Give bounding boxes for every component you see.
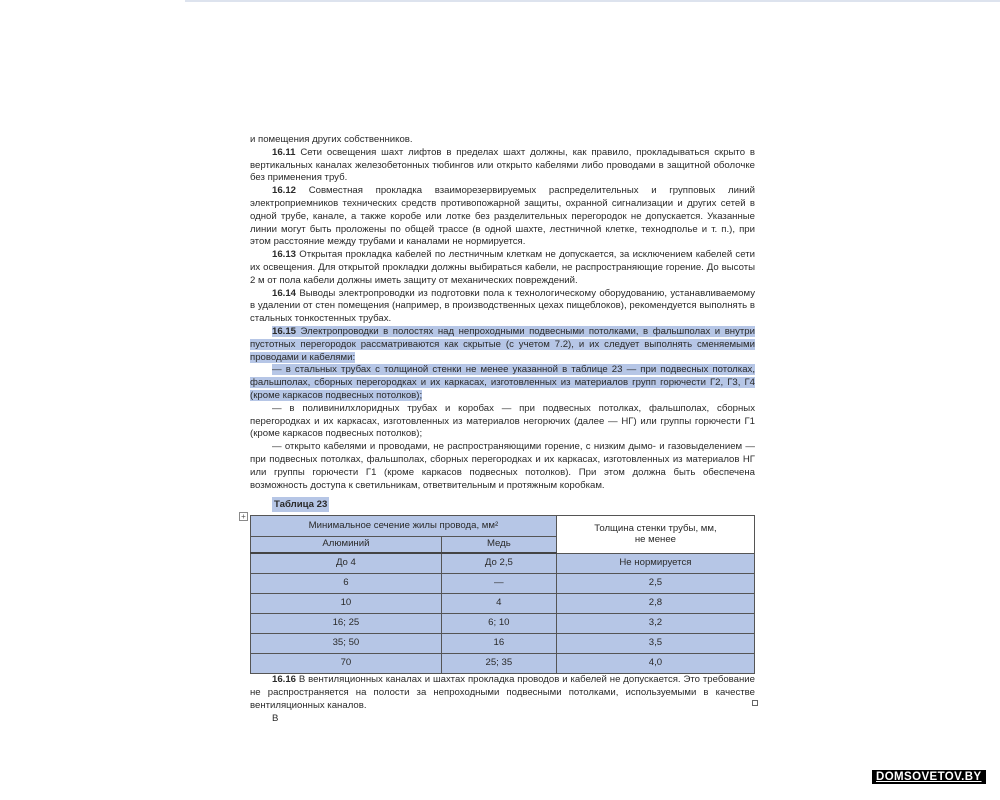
list-item-pvc-pipes: — в поливинилхлоридных трубах и коробах — при подвесных потолках, фальшполах, сборных перегородках и их каркасах, изготовленных из материалов негорючих (далее — НГ) или группы горючести Г1 (кроме каркасов подвесных потолков); (250, 402, 755, 440)
paragraph-text: В вентиляционных каналах и шахтах прокладка проводов и кабелей не допускается. Это требование не распространяется на полости за непроходными подвесными потолками, используемыми в качестве вентиляционных каналов. (250, 674, 755, 711)
table-23[interactable] (250, 515, 755, 674)
paragraph-16-13 (250, 249, 755, 287)
cell-thickness: 2,5 (556, 574, 754, 594)
top-border (185, 0, 1000, 2)
cell-aluminum: 16; 25 (251, 614, 442, 634)
cell-aluminum: До 4 (251, 553, 442, 574)
table-title (272, 499, 755, 512)
cell-thickness: 3,5 (556, 634, 754, 654)
header-min-section: Минимальное сечение жилы провода, мм² (251, 516, 557, 537)
paragraph-16-14 (250, 288, 755, 326)
cell-thickness: 4,0 (556, 654, 754, 674)
section-number: 16.11 (272, 146, 296, 158)
paragraph-cut-off: В (272, 712, 279, 721)
cell-thickness: 2,8 (556, 594, 754, 614)
document-page[interactable] (241, 134, 755, 721)
table-row (251, 594, 755, 614)
table-row (251, 634, 755, 654)
header-aluminum: Алюминий (251, 537, 442, 554)
table-resize-handle[interactable] (752, 700, 758, 706)
cell-copper: До 2,5 (441, 553, 556, 574)
header-wall-thickness: Толщина стенки трубы, мм, не менее (556, 516, 754, 554)
list-item-steel-pipes-selected[interactable] (250, 364, 755, 402)
table-title-text: Таблица 23 (274, 499, 328, 511)
cell-aluminum: 6 (251, 574, 442, 594)
paragraph-text-selected: Электропроводки в полостях над непроходными подвесными потолками, в фальшполах и внутри пустотных перегородок рассматриваются как скрытые (с учетом 7.2), и их следует выполнять сменяемыми проводами и кабелями: (250, 325, 755, 363)
paragraph-16-15-selected[interactable] (250, 326, 755, 364)
table-row (251, 553, 755, 574)
paragraph-text: Сети освещения шахт лифтов в пределах шахт должны, как правило, прокладываться скрыто в вертикальных каналах железобетонных тюбингов или открыто кабелями либо проводами в защитной оболочке без применения труб. (250, 146, 755, 184)
move-anchor-icon[interactable]: + (239, 512, 248, 521)
cell-copper: 4 (441, 594, 556, 614)
section-number: 16.13 (272, 249, 297, 261)
table-row (251, 654, 755, 674)
cell-aluminum: 10 (251, 594, 442, 614)
paragraph-text: Открытая прокладка кабелей по лестничным клеткам не допускается, за исключением кабелей сети их освещения. Для открытой прокладки должны выбираться кабели, не распространяющие горение. До высоты 2 м от пола кабели должны иметь защиту от механических повреждений. (250, 249, 755, 286)
cell-aluminum: 70 (251, 654, 442, 674)
cell-copper: — (441, 574, 556, 594)
paragraph-16-16 (250, 674, 755, 712)
paragraph-continuation: и помещения других собственников. (250, 134, 413, 145)
table-row (251, 574, 755, 594)
table-wrapper (241, 512, 755, 674)
section-number: 16.15 (272, 325, 297, 337)
cell-thickness: 3,2 (556, 614, 754, 634)
cell-thickness: Не нормируется (556, 553, 754, 574)
section-number: 16.12 (272, 185, 297, 197)
paragraph-16-11 (250, 147, 755, 185)
cell-aluminum: 35; 50 (251, 634, 442, 654)
header-copper: Медь (441, 537, 556, 554)
paragraph-text: Совместная прокладка взаиморезервируемых распределительных и групповых линий электроприемников технических средств противопожарной защиты, охранной сигнализации и других сетей в одной трубе, канале, а также коробе или лотке без разделительных перегородок не допускается. Указанные линии могут быть проложены по общей трассе (в одной шахте, лестничной клетке, технодполье и т. п.), при этом расстояние между трубами и каналами не нормируется. (250, 185, 755, 248)
list-item-open-cables: — открыто кабелями и проводами, не распространяющими горение, с низким дымо- и газовыделением — при подвесных потолках, фальшполах, сборных перегородках и их каркасах, изготовленных из материалов НГ или группы горючести Г1 (кроме каркасов подвесных потолков). При этом должна быть обеспечена возможность доступа к светильникам, ответвительным и протяжным коробкам. (250, 441, 755, 491)
section-number: 16.16 (272, 674, 297, 686)
site-watermark: DOMSOVETOV.BY (872, 770, 986, 784)
section-number: 16.14 (272, 287, 297, 299)
cell-copper: 25; 35 (441, 654, 556, 674)
table-row (251, 614, 755, 634)
cell-copper: 16 (441, 634, 556, 654)
paragraph-16-12 (250, 185, 755, 249)
cell-copper: 6; 10 (441, 614, 556, 634)
list-item-text-selected: — в стальных трубах с толщиной стенки не менее указанной в таблице 23 — при подвесных потолках, фальшполах, сборных перегородках и их каркасах, изготовленных из материалов групп горючести Г2, Г3, Г4 (кроме каркасов подвесных потолков); (250, 364, 755, 401)
paragraph-text: Выводы электропроводки из подготовки пола к технологическому оборудованию, устанавливаемому в удалении от стен помещения (например, в производственных цехах пищеблоков), рекомендуется выполнять в стальных тонкостенных трубах. (250, 287, 755, 325)
